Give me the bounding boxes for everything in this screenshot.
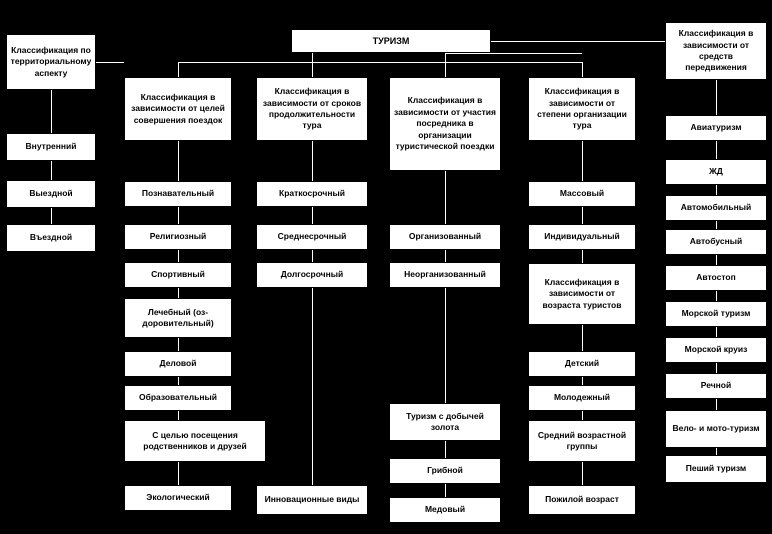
node-intermediary-participation-1 xyxy=(389,262,501,288)
node-intermediary-participation-2-label: Туризм с добычей золота xyxy=(406,410,484,432)
connector-line xyxy=(582,377,583,385)
node-trip-duration-2-label: Долгосрочный xyxy=(280,269,344,280)
connector-line xyxy=(716,363,717,373)
node-transport-means-1-label: ЖД xyxy=(709,166,723,177)
node-trip-duration-3 xyxy=(256,485,368,515)
node-transport-means-0 xyxy=(665,115,767,141)
connector-line xyxy=(312,141,313,181)
connector-line xyxy=(178,62,582,63)
node-transport-means-2 xyxy=(665,195,767,221)
node-trip-purpose-1-label: Религиозный xyxy=(149,231,207,242)
connector-line xyxy=(178,411,179,420)
category-header-intermediary-participation xyxy=(389,77,501,171)
connector-line xyxy=(51,90,52,133)
connector-line xyxy=(178,250,179,262)
node-organization-degree-4-label: Молодежный xyxy=(553,392,611,403)
node-transport-means-1 xyxy=(665,159,767,185)
connector-line xyxy=(178,62,179,77)
node-intermediary-participation-0-label: Организованный xyxy=(408,231,482,242)
node-intermediary-participation-3 xyxy=(389,458,501,484)
connector-line xyxy=(445,171,446,224)
connector-line xyxy=(178,462,179,485)
node-trip-purpose-5 xyxy=(124,385,232,411)
node-organization-degree-2-label: Классификация в зависимости от возраста туристов xyxy=(542,276,622,310)
connector-line xyxy=(312,250,313,262)
node-trip-duration-1 xyxy=(256,224,368,250)
connector-line xyxy=(582,62,583,77)
node-territorial-aspect-0 xyxy=(6,133,96,161)
connector-line xyxy=(178,141,179,181)
category-header-trip-duration xyxy=(256,77,368,141)
node-trip-purpose-2 xyxy=(124,262,232,288)
connector-line xyxy=(716,221,717,229)
connector-line xyxy=(716,327,717,337)
node-transport-means-7 xyxy=(665,373,767,399)
node-trip-purpose-3-label: Лечебный (оз-доровительный) xyxy=(142,306,214,328)
node-intermediary-participation-0 xyxy=(389,224,501,250)
node-trip-purpose-3 xyxy=(124,298,232,338)
connector-line xyxy=(582,141,583,181)
node-intermediary-participation-4 xyxy=(389,497,501,523)
node-trip-duration-0-label: Краткосрочный xyxy=(279,188,345,199)
node-transport-means-7-label: Речной xyxy=(700,380,732,391)
category-header-trip-purpose-label: Классификация в зависимости от целей совершения поездок xyxy=(131,91,225,125)
node-transport-means-6-label: Морской круиз xyxy=(684,344,748,355)
node-territorial-aspect-1 xyxy=(6,180,96,208)
connector-line xyxy=(51,208,52,224)
node-organization-degree-2 xyxy=(528,263,636,325)
connector-line xyxy=(491,41,665,42)
node-trip-purpose-4-label: Деловой xyxy=(159,358,197,369)
node-organization-degree-1 xyxy=(528,224,636,250)
node-intermediary-participation-3-label: Грибной xyxy=(427,465,463,476)
node-transport-means-5 xyxy=(665,301,767,327)
connector-line xyxy=(716,399,717,410)
node-trip-purpose-2-label: Спортивный xyxy=(151,269,205,280)
connector-line xyxy=(716,255,717,265)
connector-line xyxy=(96,62,124,63)
connector-line xyxy=(445,441,446,458)
category-header-territorial-aspect-label: Классификация по территориальному аспекту xyxy=(10,44,92,78)
node-trip-purpose-0-label: Познавательный xyxy=(141,188,215,199)
node-intermediary-participation-2 xyxy=(389,403,501,441)
category-header-trip-purpose xyxy=(124,77,232,141)
node-trip-duration-3-label: Инновационные виды xyxy=(264,494,360,505)
connector-line xyxy=(312,288,313,485)
connector-line xyxy=(445,250,446,262)
connector-line xyxy=(582,250,583,263)
category-header-transport-means xyxy=(665,22,767,80)
node-trip-purpose-1 xyxy=(124,224,232,250)
node-trip-purpose-6 xyxy=(124,420,266,462)
connector-line xyxy=(716,185,717,195)
node-intermediary-participation-1-label: Неорганизованный xyxy=(404,269,486,280)
node-trip-purpose-6-label: С целью посещения родственников и друзей xyxy=(143,429,247,451)
connector-line xyxy=(716,80,717,115)
connector-line xyxy=(445,64,446,65)
node-organization-degree-3 xyxy=(528,351,636,377)
node-transport-means-8 xyxy=(665,410,767,448)
connector-line xyxy=(312,207,313,224)
node-transport-means-9 xyxy=(665,455,767,483)
connector-line xyxy=(445,53,446,77)
node-territorial-aspect-0-label: Внутренний xyxy=(25,141,77,152)
connector-line xyxy=(716,291,717,301)
node-transport-means-9-label: Пеший туризм xyxy=(685,463,747,474)
connector-line xyxy=(178,338,179,351)
connector-line xyxy=(582,462,583,485)
category-header-intermediary-participation-label: Классификация в зависимости от участия посредника в организации туристической поездки xyxy=(394,95,496,152)
node-organization-degree-5-label: Средний возрастной группы xyxy=(537,429,627,451)
node-transport-means-8-label: Вело- и мото-туризм xyxy=(672,423,760,434)
category-header-organization-degree-label: Классификация в зависимости от степени организации тура xyxy=(537,86,627,131)
connector-line xyxy=(716,448,717,455)
node-trip-duration-0 xyxy=(256,181,368,207)
node-organization-degree-3-label: Детский xyxy=(564,358,600,369)
node-transport-means-5-label: Морской туризм xyxy=(681,308,751,319)
node-trip-duration-2 xyxy=(256,262,368,288)
node-organization-degree-5 xyxy=(528,420,636,462)
node-territorial-aspect-2-label: Въездной xyxy=(29,232,73,243)
connector-line xyxy=(716,141,717,159)
node-territorial-aspect-1-label: Выездной xyxy=(29,188,73,199)
connector-line xyxy=(178,288,179,298)
connector-line xyxy=(582,207,583,224)
category-header-organization-degree xyxy=(528,77,636,141)
connector-line xyxy=(178,377,179,385)
node-trip-duration-1-label: Среднесрочный xyxy=(277,231,347,242)
connector-line xyxy=(582,325,583,351)
category-header-territorial-aspect xyxy=(6,34,96,90)
node-organization-degree-4 xyxy=(528,385,636,411)
node-intermediary-participation-4-label: Медовый xyxy=(424,504,466,515)
node-transport-means-4-label: Автостоп xyxy=(696,272,736,283)
connector-line xyxy=(51,161,52,180)
node-organization-degree-0-label: Массовый xyxy=(559,188,605,199)
node-organization-degree-6-label: Пожилой возраст xyxy=(545,494,619,505)
root-node-tourism xyxy=(291,29,491,53)
connector-line xyxy=(445,53,582,54)
node-transport-means-6 xyxy=(665,337,767,363)
connector-line xyxy=(312,53,313,77)
root-node-tourism-label: ТУРИЗМ xyxy=(372,35,410,46)
node-transport-means-3 xyxy=(665,229,767,255)
node-transport-means-2-label: Автомобильный xyxy=(680,202,752,213)
node-territorial-aspect-2 xyxy=(6,224,96,252)
category-header-trip-duration-label: Классификация в зависимости от сроков продолжительности тура xyxy=(262,86,362,131)
node-trip-purpose-7-label: Экологический xyxy=(146,492,210,503)
node-transport-means-3-label: Автобусный xyxy=(689,236,743,247)
connector-line xyxy=(178,207,179,224)
connector-line xyxy=(445,288,446,403)
node-organization-degree-0 xyxy=(528,181,636,207)
node-trip-purpose-0 xyxy=(124,181,232,207)
node-trip-purpose-7 xyxy=(124,485,232,511)
node-trip-purpose-4 xyxy=(124,351,232,377)
category-header-transport-means-label: Классификация в зависимости от средств передвижения xyxy=(678,28,754,73)
node-transport-means-0-label: Авиатуризм xyxy=(690,122,742,133)
node-transport-means-4 xyxy=(665,265,767,291)
node-organization-degree-6 xyxy=(528,485,636,515)
node-trip-purpose-5-label: Образовательный xyxy=(138,392,218,403)
node-organization-degree-1-label: Индивидуальный xyxy=(544,231,620,242)
connector-line xyxy=(445,484,446,497)
connector-line xyxy=(582,411,583,420)
connector-line xyxy=(491,41,492,42)
